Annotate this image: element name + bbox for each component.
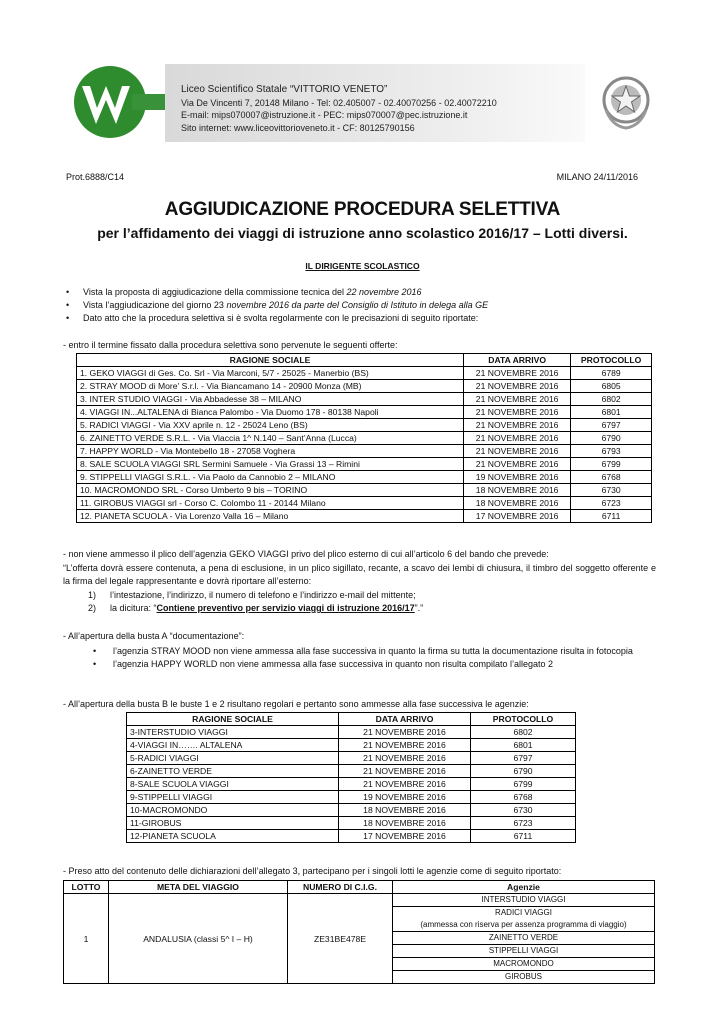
column-header: PROTOCOLLO — [471, 713, 576, 726]
table-row — [127, 739, 576, 752]
list-item: • l’agenzia HAPPY WORLD non viene ammessa alla fase successiva in quanto non risulta compilato l’allegato 2 — [113, 658, 656, 671]
table-cell: 5. RADICI VIAGGI - Via XXV aprile n. 12 - 25024 Leno (BS) — [77, 419, 464, 432]
column-header: LOTTO — [64, 881, 109, 894]
table-cell: 6799 — [571, 458, 652, 471]
document-title: AGGIUDICAZIONE PROCEDURA SELETTIVA — [164, 199, 561, 220]
document-subtitle: per l’affidamento dei viaggi di istruzione anno scolastico 2016/17 – Lotti diversi. — [97, 225, 628, 241]
table-row — [77, 432, 652, 445]
table-cell: 4. VIAGGI IN...ALTALENA di Bianca Palombo - Via Duomo 178 - 80138 Napoli — [77, 406, 464, 419]
letterhead-text — [181, 84, 497, 134]
offers-intro: - entro il termine fissato dalla procedura selettiva sono pervenute le seguenti offerte: — [63, 340, 398, 350]
table-cell: 1. GEKO VIAGGI di Ges. Co. Srl - Via Marconi, 5/7 - 25025 - Manerbio (BS) — [77, 367, 464, 380]
table-cell: MACROMONDO — [393, 958, 655, 971]
table-row — [127, 726, 576, 739]
table-cell: 6793 — [571, 445, 652, 458]
premise-item: • Vista l’aggiudicazione del giorno 23 novembre 2016 da parte del Consiglio di Istituto in delega alla GE — [66, 299, 488, 312]
table-cell: 17 NOVEMBRE 2016 — [339, 830, 471, 843]
table-cell: 21 NOVEMBRE 2016 — [464, 393, 571, 406]
table-row — [127, 765, 576, 778]
school-name: Liceo Scientifico Statale “VITTORIO VENETO” — [181, 84, 388, 95]
table-cell: 6802 — [471, 726, 576, 739]
table-cell: 6723 — [571, 497, 652, 510]
section-heading: IL DIRIGENTE SCOLASTICO — [305, 261, 420, 271]
table-cell: 21 NOVEMBRE 2016 — [339, 726, 471, 739]
table-cell: 6797 — [571, 419, 652, 432]
table-row — [64, 894, 655, 907]
table-row — [77, 471, 652, 484]
table-cell: 18 NOVEMBRE 2016 — [464, 497, 571, 510]
table-cell: 12-PIANETA SCUOLA — [127, 830, 339, 843]
table-cell: 4-VIAGGI IN……. ALTALENA — [127, 739, 339, 752]
exclusion-note: - non viene ammesso il plico dell’agenzia GEKO VIAGGI privo del plico esterno di cui all’articolo 6 del bando che prevede: — [63, 549, 549, 559]
table-cell: ZAINETTO VERDE — [393, 932, 655, 945]
exclusion-items — [88, 589, 423, 615]
table-cell: 2. STRAY MOOD di More' S.r.l. - Via Biancamano 14 - 20900 Monza (MB) — [77, 380, 464, 393]
table-cell: 21 NOVEMBRE 2016 — [464, 458, 571, 471]
table-cell: ANDALUSIA (classi 5^ I – H) — [109, 894, 288, 984]
table-row — [127, 752, 576, 765]
busta-a-intro: - All’apertura della busta A “documentazione”: — [63, 631, 245, 641]
table-row — [77, 419, 652, 432]
table-cell: 6789 — [571, 367, 652, 380]
table-cell: ZE31BE478E — [288, 894, 393, 984]
table-cell: 6723 — [471, 817, 576, 830]
table-row — [77, 406, 652, 419]
table-header-row — [64, 881, 655, 894]
table-cell: 19 NOVEMBRE 2016 — [464, 471, 571, 484]
table-cell: 8-SALE SCUOLA VIAGGI — [127, 778, 339, 791]
table-row — [127, 778, 576, 791]
table-cell: 10. MACROMONDO SRL - Corso Umberto 9 bis – TORINO — [77, 484, 464, 497]
table-row — [77, 497, 652, 510]
table-cell: 6-ZAINETTO VERDE — [127, 765, 339, 778]
table-cell: 21 NOVEMBRE 2016 — [464, 419, 571, 432]
table-row — [127, 817, 576, 830]
document-date: MILANO 24/11/2016 — [556, 172, 638, 182]
table-cell: 3-INTERSTUDIO VIAGGI — [127, 726, 339, 739]
premise-item: • Vista la proposta di aggiudicazione della commissione tecnica del 22 novembre 2016 — [66, 286, 488, 299]
premise-item: • Dato atto che la procedura selettiva si è svolta regolarmente con le precisazioni di seguito riportate: — [66, 312, 488, 325]
offers-table — [76, 353, 652, 523]
table-header-row — [127, 713, 576, 726]
table-cell: 6790 — [571, 432, 652, 445]
table-row — [77, 484, 652, 497]
table-cell: 6730 — [471, 804, 576, 817]
table-cell: 6797 — [471, 752, 576, 765]
protocol-number: Prot.6888/C14 — [66, 172, 125, 182]
school-logo — [72, 64, 172, 140]
exclusion-quote: “L’offerta dovrà essere contenuta, a pena di esclusione, in un plico sigillato, recante, a scavo dei lembi di chiusura, il timbro del soggetto offerente e la firma del legale rappresentante e dovrà riportare all’esterno: — [63, 563, 656, 586]
table-cell: 6799 — [471, 778, 576, 791]
table-cell: 6801 — [571, 406, 652, 419]
table-row — [77, 445, 652, 458]
table-cell: 6768 — [571, 471, 652, 484]
table-cell: 6768 — [471, 791, 576, 804]
table-row — [77, 367, 652, 380]
table-row — [127, 804, 576, 817]
list-item: 2) la dicitura: “Contiene preventivo per servizio viaggi di istruzione 2016/17”.” — [88, 603, 424, 613]
table-cell: 11. GIROBUS VIAGGI srl - Corso C. Colombo 11 - 20144 Milano — [77, 497, 464, 510]
school-website: Sito internet: www.liceovittorioveneto.it - CF: 80125790156 — [181, 122, 415, 133]
table-row — [77, 458, 652, 471]
table-cell: 3. INTER STUDIO VIAGGI - Via Abbadesse 38 – MILANO — [77, 393, 464, 406]
table-cell: 12. PIANETA SCUOLA - Via Lorenzo Valla 16 – Milano — [77, 510, 464, 523]
table-cell: 6711 — [471, 830, 576, 843]
column-header: RAGIONE SOCIALE — [127, 713, 339, 726]
table-cell: (ammessa con riserva per assenza programma di viaggio) — [393, 919, 655, 932]
lots-intro: - Preso atto del contenuto delle dichiarazioni dell’allegato 3, partecipano per i singoli lotti le agenzie come di seguito riportato: — [63, 866, 562, 876]
column-header: NUMERO DI C.I.G. — [288, 881, 393, 894]
table-cell: 21 NOVEMBRE 2016 — [339, 765, 471, 778]
table-cell: 21 NOVEMBRE 2016 — [339, 778, 471, 791]
table-cell: GIROBUS — [393, 971, 655, 984]
lots-table — [63, 880, 655, 984]
table-cell: 10-MACROMONDO — [127, 804, 339, 817]
table-cell: 21 NOVEMBRE 2016 — [464, 406, 571, 419]
table-cell: 19 NOVEMBRE 2016 — [339, 791, 471, 804]
table-cell: 21 NOVEMBRE 2016 — [464, 445, 571, 458]
column-header: META DEL VIAGGIO — [109, 881, 288, 894]
table-cell: 21 NOVEMBRE 2016 — [464, 367, 571, 380]
table-header-row — [77, 354, 652, 367]
table-cell: 7. HAPPY WORLD - Via Montebello 18 - 27058 Voghera — [77, 445, 464, 458]
table-row — [127, 830, 576, 843]
table-cell: RADICI VIAGGI — [393, 907, 655, 920]
premises-list — [66, 286, 488, 325]
table-cell: 6. ZAINETTO VERDE S.R.L. - Via Viaccia 1^ N.140 – Sant’Anna (Lucca) — [77, 432, 464, 445]
table-cell: 5-RADICI VIAGGI — [127, 752, 339, 765]
busta-b-intro: - All’apertura della busta B le buste 1 e 2 risultano regolari e pertanto sono ammesse alla fase successiva le agenzie: — [63, 699, 529, 709]
table-cell: 8. SALE SCUOLA VIAGGI SRL Sermini Samuele - Via Grassi 13 – Rimini — [77, 458, 464, 471]
list-item: 1) l’intestazione, l’indirizzo, il numero di telefono e l’indirizzo e-mail del mittente; — [88, 590, 416, 600]
column-header: DATA ARRIVO — [339, 713, 471, 726]
table-cell: 1 — [64, 894, 109, 984]
column-header: PROTOCOLLO — [571, 354, 652, 367]
table-cell: 6790 — [471, 765, 576, 778]
table-cell: 11-GIROBUS — [127, 817, 339, 830]
column-header: RAGIONE SOCIALE — [77, 354, 464, 367]
busta-a-list — [113, 645, 656, 671]
school-email: E-mail: mips070007@istruzione.it - PEC: mips070007@pec.istruzione.it — [181, 110, 468, 120]
italian-republic-emblem — [598, 70, 654, 132]
table-cell: INTERSTUDIO VIAGGI — [393, 894, 655, 907]
table-cell: 21 NOVEMBRE 2016 — [464, 380, 571, 393]
table-cell: 6802 — [571, 393, 652, 406]
table-cell: 9-STIPPELLI VIAGGI — [127, 791, 339, 804]
school-address: Via De Vincenti 7, 20148 Milano - Tel: 02.405007 - 02.40070256 - 02.40072210 — [181, 97, 497, 108]
table-cell: 6711 — [571, 510, 652, 523]
table-row — [127, 791, 576, 804]
table-cell: 21 NOVEMBRE 2016 — [339, 752, 471, 765]
table-cell: 17 NOVEMBRE 2016 — [464, 510, 571, 523]
table-cell: 6730 — [571, 484, 652, 497]
list-item: • l’agenzia STRAY MOOD non viene ammessa alla fase successiva in quanto la firma su tutta la documentazione risulta in fotocopia — [113, 645, 656, 658]
table-cell: 21 NOVEMBRE 2016 — [339, 739, 471, 752]
table-row — [77, 393, 652, 406]
table-row — [77, 380, 652, 393]
table-row — [77, 510, 652, 523]
admitted-table — [126, 712, 576, 843]
table-cell: 18 NOVEMBRE 2016 — [339, 804, 471, 817]
column-header: DATA ARRIVO — [464, 354, 571, 367]
table-cell: STIPPELLI VIAGGI — [393, 945, 655, 958]
table-cell: 18 NOVEMBRE 2016 — [339, 817, 471, 830]
table-cell: 6801 — [471, 739, 576, 752]
table-cell: 6805 — [571, 380, 652, 393]
table-cell: 9. STIPPELLI VIAGGI S.R.L. - Via Paolo da Cannobio 2 – MILANO — [77, 471, 464, 484]
column-header: Agenzie — [393, 881, 655, 894]
table-cell: 18 NOVEMBRE 2016 — [464, 484, 571, 497]
table-cell: 21 NOVEMBRE 2016 — [464, 432, 571, 445]
